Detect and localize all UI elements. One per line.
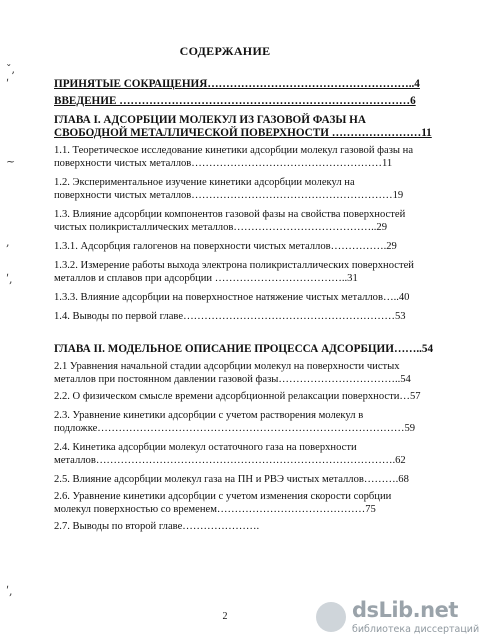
toc-entry-chapter-1-title[interactable]: ГЛАВА I. АДСОРБЦИИ МОЛЕКУЛ ИЗ ГАЗОВОЙ ФАЗЫ НА [54, 114, 366, 126]
toc-entry-2-4[interactable]: 2.4. Кинетика адсорбции молекул остаточного газа на поверхности [54, 442, 357, 453]
toc-entry-1-3-1[interactable]: 1.3.1. Адсорбция галогенов на поверхности чистых металлов…………….29 [54, 241, 397, 252]
toc-entry-1-3[interactable]: 1.3. Влияние адсорбции компонентов газовой фазы на свойства поверхностей [54, 209, 406, 220]
toc-entry-1-3-2-cont[interactable]: металлов и сплавов при адсорбции ………………………………..31 [54, 273, 358, 284]
toc-entry-2-6[interactable]: 2.6. Уравнение кинетики адсорбции с учетом изменения скорости сорбции [54, 491, 392, 502]
page-number: 2 [222, 611, 228, 622]
margin-mark: ˇ, [6, 63, 15, 76]
toc-entry-introduction[interactable]: ВВЕДЕНИЕ ……………………………………………………………………6 [54, 95, 416, 107]
toc-entry-2-4-cont[interactable]: металлов………………………………………………………………………….62 [54, 455, 406, 466]
margin-mark: ʹ, [6, 585, 13, 598]
toc-entry-1-1[interactable]: 1.1. Теоретическое исследование кинетики адсорбции молекул газовой фазы на [54, 145, 414, 156]
page-title: СОДЕРЖАНИЕ [179, 44, 271, 58]
toc-entry-1-3-3[interactable]: 1.3.3. Влияние адсорбции на поверхностное натяжение чистых металлов…..40 [54, 292, 410, 303]
toc-entry-2-3[interactable]: 2.3. Уравнение кинетики адсорбции с учетом растворения молекул в [54, 410, 364, 421]
toc-entry-2-7[interactable]: 2.7. Выводы по второй главе…………………. [54, 521, 260, 532]
toc-entry-2-1[interactable]: 2.1 Уравнения начальной стадии адсорбции молекул на поверхности чистых [54, 361, 400, 372]
toc-entry-chapter-1-title-cont[interactable]: СВОБОДНОЙ МЕТАЛЛИЧЕСКОЙ ПОВЕРХНОСТИ ……………………11 [54, 127, 432, 139]
toc-entry-2-1-cont[interactable]: металлов при постоянном давлении газовой фазы……………………………..54 [54, 374, 411, 385]
toc-entry-1-1-cont[interactable]: поверхности чистых металлов………………………………………………11 [54, 158, 393, 169]
toc-entry-2-6-cont[interactable]: молекул поверхностью со временем……………………………………75 [54, 504, 376, 515]
toc-entry-2-3-cont[interactable]: подложке……………………………………………………………………………59 [54, 423, 416, 434]
watermark [316, 598, 479, 638]
toc-entry-2-5[interactable]: 2.5. Влияние адсорбции молекул газа на ПН и РВЭ чистых металлов……….68 [54, 474, 409, 485]
toc-entry-1-3-cont[interactable]: чистых поликристаллических металлов…………………………………..29 [54, 222, 387, 233]
toc-entry-chapter-2-title[interactable]: ГЛАВА II. МОДЕЛЬНОЕ ОПИСАНИЕ ПРОЦЕССА АДСОРБЦИИ……..54 [54, 343, 434, 355]
toc-entry-1-3-2[interactable]: 1.3.2. Измерение работы выхода электрона поликристаллических поверхностей [54, 260, 414, 271]
watermark-subtitle: библиотека диссертаций [352, 624, 479, 635]
margin-mark: ʹ, [6, 273, 13, 286]
toc-entry-1-2-cont[interactable]: поверхности чистых металлов…………………………………………………19 [54, 190, 404, 201]
margin-mark: ~ [6, 155, 16, 168]
watermark-logo-text: dsLib.net [352, 598, 458, 622]
toc-entry-2-2[interactable]: 2.2. О физическом смысле времени адсорбционной релаксации поверхности…57 [54, 391, 421, 402]
table-of-contents [54, 78, 432, 533]
toc-entry-1-4[interactable]: 1.4. Выводы по первой главе……………………………………………………53 [54, 311, 406, 322]
watermark-logo-icon [316, 602, 346, 632]
margin-mark: ʹ [6, 78, 10, 91]
margin-mark: , [6, 236, 10, 249]
toc-entry-1-2[interactable]: 1.2. Экспериментальное изучение кинетики адсорбции молекул на [54, 177, 355, 188]
toc-entry-abbreviations[interactable]: ПРИНЯТЫЕ СОКРАЩЕНИЯ………………………………………………..4 [54, 78, 420, 90]
